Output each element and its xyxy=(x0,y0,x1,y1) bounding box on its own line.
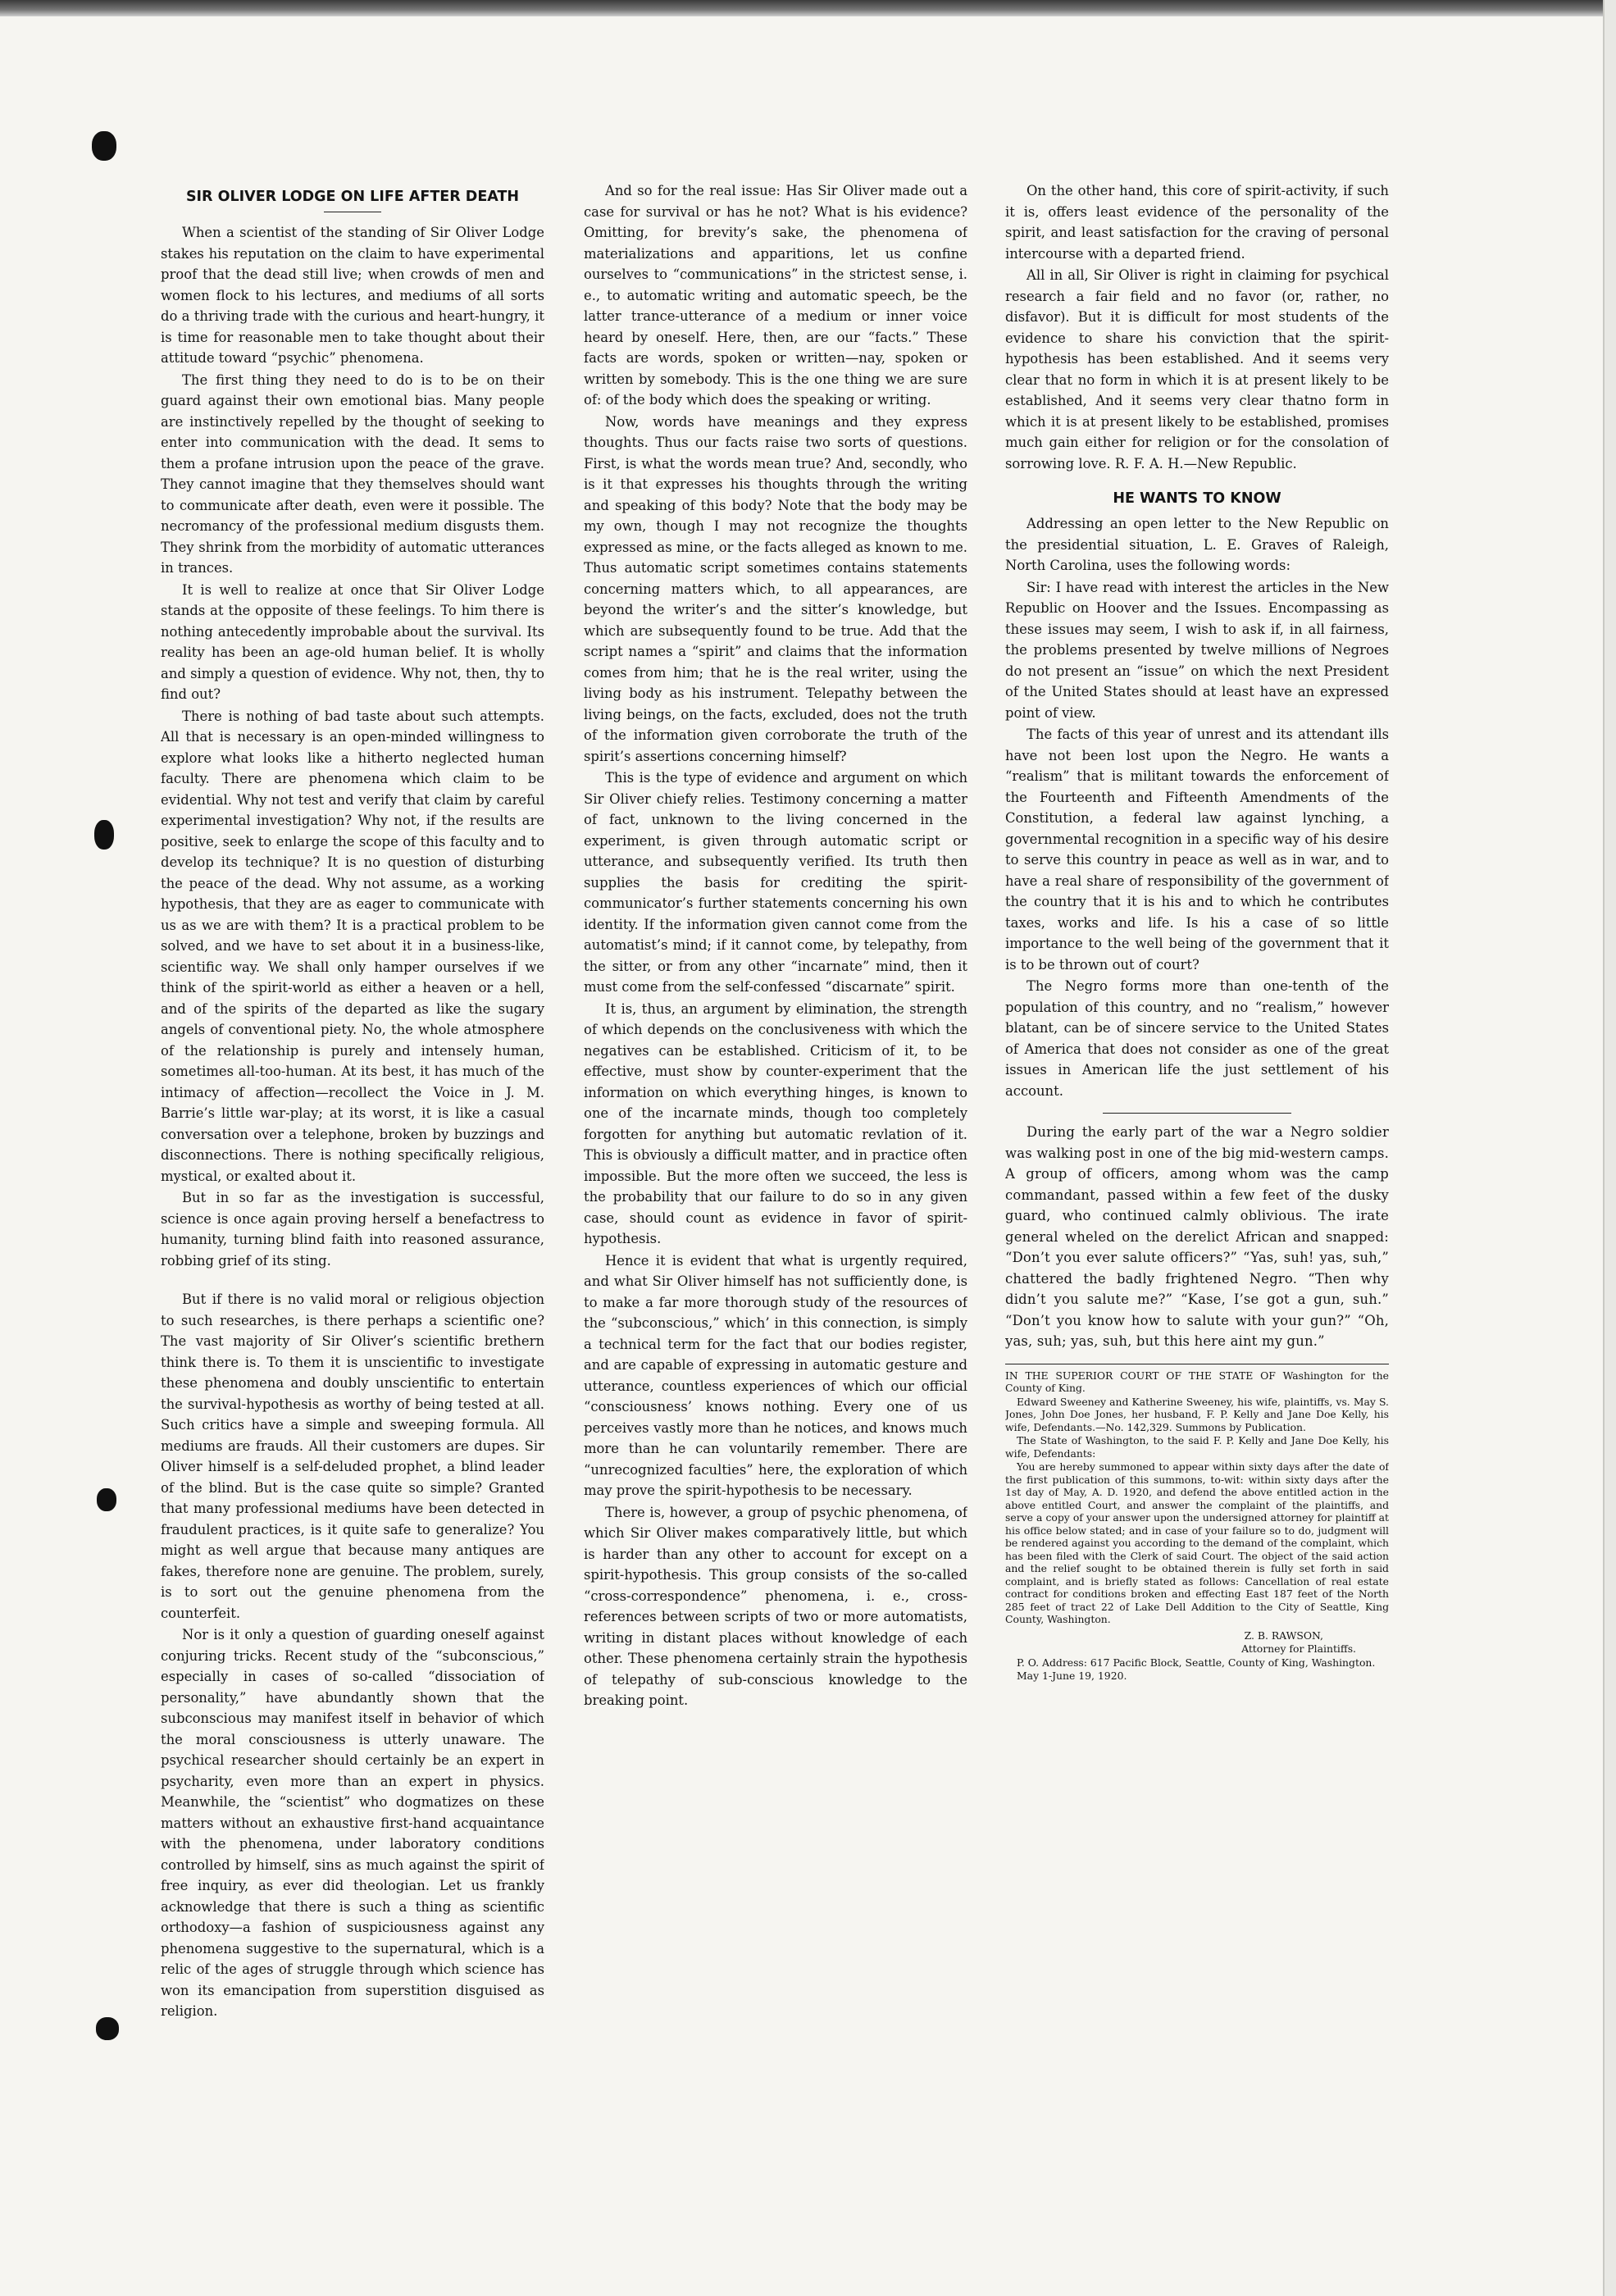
article-paragraph: It is well to realize at once that Sir Oliver Lodge stands at the opposite of these feelings. To him there is nothing antecedently improbable about the survival. Its reality has been an age-old human belief. It is wholly and simply a question of evidence. Why not, then, thy to find out? xyxy=(161,581,544,702)
article-paragraph: When a scientist of the standing of Sir Oliver Lodge stakes his reputation on the claim to have experimental proof that the dead still live; when crowds of men and women flock to his lectures, and mediums of all sorts do a thriving trade with the curious and heart-hungry, it is time for reasonable men to take thought about their attitude toward “psychic” phenomena. xyxy=(161,225,544,366)
column-3 xyxy=(1005,180,1389,2148)
article-paragraph: The first thing they need to do is to be on their guard against their own emotional bias. Many people are instinctively repelled by the thought of seeking to enter into communication with the dead. It sems to them a profane intrusion upon the peace of the grave. They cannot imagine that they themselves should want to communicate after death, even were it possible. The necromancy of the professional medium disgusts them. They shrink from the morbidity of automatic utterances in trances. xyxy=(161,371,544,576)
article-paragraph: Hence it is evident that what is urgently required, and what Sir Oliver himself has not sufficiently done, is to make a far more thorough study of the resources of the “subconscious,” which’ in this connection, is simply a technical term for the fact that our bodies register, and are capable of expressing in automatic gesture and utterance, countless experiences of which our official “consciousness’ knows nothing. Every one of us perceives vastly more than he notices, and knows much more than he can voluntarily remember. There are “unrecognized faculties” here, the exploration of which may prove the spirit-hypothesis to be necessary. xyxy=(584,1252,967,1498)
legal-signature: Z. B. RAWSON, xyxy=(1244,1629,1323,1642)
article-paragraph: All in all, Sir Oliver is right in claiming for psychical research a fair field and no favor (or, rather, no disfavor). But it is difficult for most students of the evidence to share his conviction that the spirit-hypothesis has been established. And it seems very clear that no form in which it is at present likely to be established, And it seems very clear thatno form in which it is at present likely to be established, promises much gain either for religion or for the consolation of sorrowing love. R. F. A. H.—New Republic. xyxy=(1005,267,1389,472)
anecdote-paragraph: During the early part of the war a Negro soldier was walking post in one of the big mid-western camps. A group of officers, among whom was the camp commandant, passed within a few feet of the dusky guard, who continued calmly oblivious. The irate general wheled on the derelict African and snapped: “Don’t you ever salute officers?” “Yas, suh! yas, suh,” chattered the badly frightened Negro. “Then why didn’t you salute me?” “Kase, I’se got a gun, suh.” “Don’t you know how to salute with your gun?” “Oh, yas, suh; yas, suh, but this here aint my gun.” xyxy=(1005,1124,1389,1349)
article-paragraph: It is, thus, an argument by elimination, the strength of which depends on the conclusiveness with which the negatives can be established. Criticism of it, to be effective, must show by counter-experiment that the information on which everything hinges, is known to one of the incarnate minds, though too completely forgotten for anything but automatic revlation of it. This is obviously a difficult matter, and in practice often impossible. But the more often we succeed, the less is the probability that our failure to do so in any given case, should count as evidence in favor of spirit-hypothesis. xyxy=(584,1000,967,1246)
section-rule xyxy=(1103,1113,1291,1114)
column-1 xyxy=(161,180,544,2148)
article-paragraph: The facts of this year of unrest and its attendant ills have not been lost upon the Negro. He wants a “realism” that is militant towards the enforcement of the Fourteenth and Fifteenth Amendments of the Constitution, a federal law against lynching, a governmental recognition in a specific way of his desire to serve this country in peace as well as in war, and to have a real share of responsibility of the government of the country that it is his and to which he contributes taxes, works and life. Is his a case of so little importance to the well being of the government that it is to be thrown out of court? xyxy=(1005,727,1389,973)
scan-edge-top xyxy=(0,0,1616,16)
article-paragraph: Now, words have meanings and they express thoughts. Thus our facts raise two sorts of questions. First, is what the words mean true? And, secondly, who is it that expresses his thoughts through the writing and speaking of this body? Note that the body may be my own, though I may not recognize the thoughts expressed as mine, or the facts alleged as known to me. Thus automatic script sometimes contains statements concerning matters which, to all appearances, are beyond the writer’s and the sitter’s knowledge, but which are subsequently found to be true. Add that the script names a “spirit” and claims that the information comes from him; that he is the real writer, using the living body as his instrument. Telepathy between the living beings, on the facts, excluded, does not the truth of the information given corroborate the truth of the spirit’s assertions concerning himself? xyxy=(584,413,967,764)
ink-blot xyxy=(97,1488,116,1511)
article-paragraph: But if there is no valid moral or religious objection to such researches, is there perhaps a scientific one? The vast majority of Sir Oliver’s scientific brethern think there is. To them it is unscientific to investigate these phenomena and doubly unscientific to entertain the survival-hypothesis as worthy of being tested at all. Such critics have a simple and sweeping formula. All mediums are frauds. All their customers are dupes. Sir Oliver himself is a self-deluded prophet, a blind leader of the blind. But is the case quite so simple? Granted that many professional mediums have been detected in fraudulent practices, is it quite safe to generalize? You might as well argue that because many antiques are fakes, therefore none are genuine. The problem, surely, is to sort out the genuine phenomena from the counterfeit. xyxy=(161,1292,544,1621)
article-paragraph: The Negro forms more than one-tenth of the population of this country, and no “realism,” however blatant, can be of sincere service to the United States of America that does not consider as one of the great issues in American life the just settlement of his account. xyxy=(1005,978,1389,1099)
ink-blot xyxy=(94,820,114,850)
legal-address: P. O. Address: 617 Pacific Block, Seattle, County of King, Washington. xyxy=(1017,1656,1376,1669)
article-paragraph: But in so far as the investigation is successful, science is once again proving herself a benefactress to humanity, turning blind faith into reasoned assurance, robbing grief of its sting. xyxy=(161,1190,544,1269)
legal-body: You are hereby summoned to appear within sixty days after the date of the first publication of this summons, to-wit: within sixty days after the 1st day of May, A. D. 1920, and defend the above entitled action in the above entitled Court, and answer the complaint of the plaintiffs, and serve a copy of your answer upon the undersigned attorney for plaintiff at his office below stated; and in case of your failure so to do, judgment will be rendered against you according to the demand of the complaint, which has been filed with the Clerk of said Court. The object of the said action and the relief sought to be obtained therein is fully set forth in said complaint, and is briefly stated as follows: Cancellation of real estate contract for conditions broken and effecting East 187 feet of the North 285 feet of tract 22 of Lake Dell Addition to the City of Seattle, King County, Washington. xyxy=(1005,1460,1389,1625)
legal-heading: IN THE SUPERIOR COURT OF THE STATE OF Washington for the County of King. xyxy=(1005,1369,1389,1394)
scan-edge-right xyxy=(1603,0,1616,2296)
article-title: SIR OLIVER LODGE ON LIFE AFTER DEATH xyxy=(185,189,520,205)
article-title: HE WANTS TO KNOW xyxy=(1113,490,1281,507)
ink-blot xyxy=(92,131,116,161)
column-2 xyxy=(584,180,967,2148)
article-paragraph: Nor is it only a question of guarding oneself against conjuring tricks. Recent study of the “subconscious,” especially in cases of so-called “dissociation of personality,” have abundantly shown that the subconscious may manifest itself in behavior of which the moral consciousness is utterly unaware. The psychical researcher should certainly be an expert in psycharity, even more than an expert in physics. Meanwhile, the “scientist” who dogmatizes on these matters without an exhaustive first-hand acquaintance with the phenomena, under laboratory conditions controlled by himself, sins as much against the spirit of free inquiry, as ever did theologian. Let us frankly acknowledge that there is such a thing as scientific orthodoxy—a fashion of suspiciousness against any phenomena suggestive to the supernatural, which is a relic of the ages of struggle through which science has won its emancipation from superstition disguised as religion. xyxy=(161,1627,544,2019)
article-paragraph: Sir: I have read with interest the articles in the New Republic on Hoover and the Issues. Encompassing as these issues may seem, I wish to ask if, in all fairness, the problems presented by twelve millions of Negroes do not present an “issue” on which the next President of the United States should at least have an expressed point of view. xyxy=(1005,579,1389,721)
article-paragraph: And so for the real issue: Has Sir Oliver made out a case for survival or has he not? What is his evidence? Omitting, for brevity’s sake, the phenomena of materializations and apparitions, let us confine ourselves to “communications” in the strictest sense, i. e., to automatic writing and automatic speech, be the latter trance-utterance of a medium or inner voice heard by oneself. Here, then, are our “facts.” These facts are words, spoken or written—nay, spoken or written by somebody. This is the one thing we are sure of: of the body which does the speaking or writing. xyxy=(584,183,967,408)
newspaper-page xyxy=(161,180,1391,2148)
ink-blot xyxy=(96,2017,119,2040)
legal-signature-title: Attorney for Plaintiffs. xyxy=(1241,1642,1356,1655)
article-paragraph: There is, however, a group of psychic phenomena, of which Sir Oliver makes comparatively little, but which is harder than any other to account for except on a spirit-hypothesis. This group consists of the so-called “cross-correspondence” phenomena, i. e., cross-references between scripts of two or more automatists, writing in distant places without knowledge of each other. These phenomena certainly strain the hypothesis of telepathy of sub-conscious knowledge to the breaking point. xyxy=(584,1504,967,1708)
article-paragraph: On the other hand, this core of spirit-activity, if such it is, offers least evidence of the personality of the spirit, and least satisfaction for the craving of personal intercourse with a departed friend. xyxy=(1005,183,1389,262)
legal-notice xyxy=(1005,1364,1389,1683)
legal-dates: May 1-June 19, 1920. xyxy=(1017,1670,1127,1682)
article-paragraph: This is the type of evidence and argument on which Sir Oliver chiefy relies. Testimony concerning a matter of fact, unknown to the living concerned in the experiment, is given through automatic script or utterance, and subsequently verified. Its truth then supplies the basis for crediting the spirit-communicator’s further statements concerning his own identity. If the information given cannot come from the automatist’s mind; if it cannot come, by telepathy, from the sitter, or from any other “incarnate” mind, then it must come from the self-confessed “discarnate” spirit. xyxy=(584,770,967,995)
legal-address-to: The State of Washington, to the said F. P. Kelly and Jane Doe Kelly, his wife, Defendants: xyxy=(1005,1434,1389,1460)
article-paragraph: There is nothing of bad taste about such attempts. All that is necessary is an open-minded willingness to explore what looks like a hitherto neglected human faculty. There are phenomena which claim to be evidential. Why not test and verify that claim by careful experimental investigation? Why not, if the results are positive, seek to enlarge the scope of this faculty and to develop its technique? It is no question of disturbing the peace of the dead. Why not assume, as a working hypothesis, that they are as eager to communicate with us as we are with them? It is a practical problem to be solved, and we have to set about it in a business-like, scientific way. We shall only hamper ourselves if we think of the spirit-world as either a heaven or a hell, and of the spirits of the departed as like the sugary angels of conventional piety. No, the whole atmosphere of the relationship is purely and intensely human, sometimes all-too-human. At its best, it has much of the intimacy of affection—recollect the Voice in J. M. Barrie’s little war-play; at its worst, it is like a casual conversation over a telephone, broken by buzzings and disconnections. There is nothing specifically religious, mystical, or exalted about it. xyxy=(161,708,544,1184)
legal-parties: Edward Sweeney and Katherine Sweeney, his wife, plaintiffs, vs. May S. Jones, John Doe Jones, her husband, F. P. Kelly and Jane Doe Kelly, his wife, Defendants.—No. 142,329. Summons by Publication. xyxy=(1005,1395,1389,1433)
article-paragraph: Addressing an open letter to the New Republic on the presidential situation, L. E. Graves of Raleigh, North Carolina, uses the following words: xyxy=(1005,516,1389,573)
